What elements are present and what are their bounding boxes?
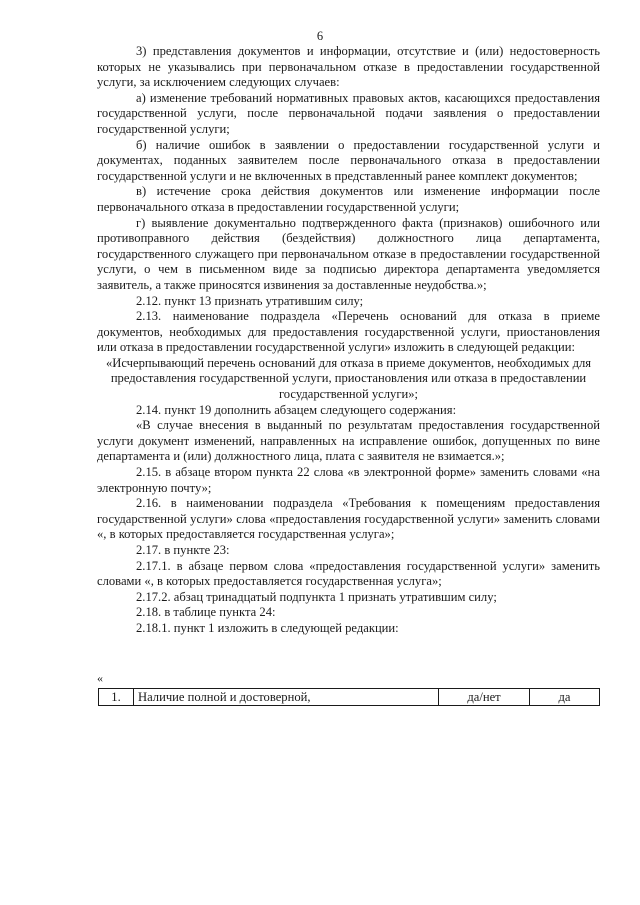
document-body (97, 44, 600, 637)
paragraph-2-14-text: «В случае внесения в выданный по результатам предоставления государственной услуги документ изменений, направленных на исправление ошибок, допущенных по вине департамента и (или) должностного лица, плата с заявителя не взимается.»; (97, 418, 600, 464)
table-cell-number: 1. (99, 689, 134, 706)
paragraph-2-18: 2.18. в таблице пункта 24: (136, 605, 276, 620)
paragraph-item-3: 3) представления документов и информации, отсутствие и (или) недостоверность которых не указывались при первоначальном отказе в предоставлении государственной услуги, за исключением следующих случаев: (97, 44, 600, 90)
paragraph-2-15: 2.15. в абзаце втором пункта 22 слова «в электронной форме» заменить словами «на электронную почту»; (97, 465, 600, 495)
table-cell-indicator: Наличие полной и достоверной, (134, 689, 439, 706)
paragraph-2-17: 2.17. в пункте 23: (136, 543, 230, 557)
paragraph-2-17-2: 2.17.2. абзац тринадцатый подпункта 1 признать утратившим силу; (136, 589, 497, 604)
paragraph-2-13: 2.13. наименование подраздела «Перечень оснований для отказа в приеме документов, необходимых для предоставления государственной услуги, приостановления или отказа в предоставлении государственной услуги» изложить в следующей редакции: (97, 309, 600, 355)
paragraph-subitem-v: в) истечение срока действия документов или изменение информации после первоначального отказа в предоставлении государственной услуги; (97, 184, 600, 214)
paragraph-2-17-1: 2.17.1. в абзаце первом слова «предоставления государственной услуги» заменить словами «, в которых предоставляется государственная услуга»; (97, 558, 600, 589)
paragraph-2-16: 2.16. в наименовании подраздела «Требования к помещениям предоставления государственной услуги» слова «предоставления государственной услуги» заменить словами «, в которых предоставляется государственная услуга»; (97, 496, 600, 542)
paragraph-subitem-g: г) выявление документально подтвержденного факта (признаков) ошибочного или противоправного действия (бездействия) должностного лица департамента, государственного служащего при первоначальном отказе в предоставлении государственной услуги, о чем в письменном виде за подписью директора департамента уведомляется заявитель, а также приносятся извинения за доставленные неудобства.»; (97, 215, 600, 292)
paragraph-2-18-1: 2.18.1. пункт 1 изложить в следующей редакции: (136, 620, 399, 635)
paragraph-2-12: 2.12. пункт 13 признать утратившим силу; (136, 293, 364, 308)
table-cell-unit: да/нет (439, 689, 530, 706)
paragraph-subitem-a: а) изменение требований нормативных правовых актов, касающихся предоставления государственной услуги, после первоначальной подачи заявления о предоставлении государственной услуги; (97, 90, 600, 136)
quote-open-mark: « (97, 671, 103, 685)
indicator-table (98, 688, 600, 706)
paragraph-2-14: 2.14. пункт 19 дополнить абзацем следующего содержания: (136, 402, 457, 417)
paragraph-subitem-b: б) наличие ошибок в заявлении о предоставлении государственной услуги и документах, поданных заявителем после первоначального отказа в предоставлении государственной услуги и не включенных в представленный ранее комплект документов; (97, 137, 600, 183)
table-row (99, 689, 600, 706)
page-number: 6 (316, 29, 324, 43)
table-cell-value: да (530, 689, 600, 706)
paragraph-new-heading: «Исчерпывающий перечень оснований для отказа в приеме документов, необходимых для предоставления государственной услуги, приостановления или отказа в предоставлении государственной услуги»; (105, 355, 592, 402)
